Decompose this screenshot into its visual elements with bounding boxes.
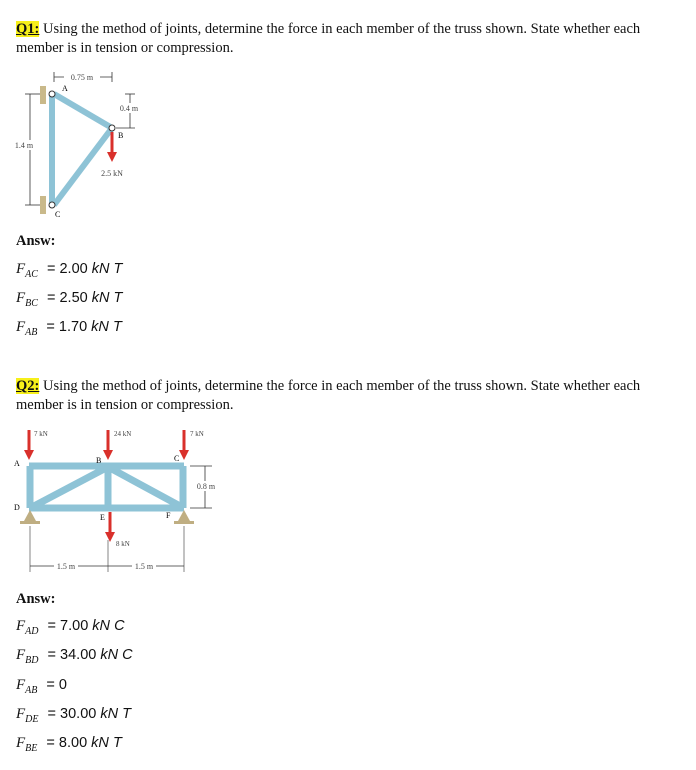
q2-support-f bbox=[178, 510, 190, 521]
q1-label: Q1: bbox=[16, 21, 40, 37]
q2-dim-left-span: 1.5 m bbox=[56, 562, 76, 571]
q2-node-a: A bbox=[14, 459, 20, 468]
q1-node-b: B bbox=[118, 131, 124, 140]
q1-dim-top: 0.75 m bbox=[70, 73, 94, 82]
q2-member-bd bbox=[34, 468, 106, 506]
q2-node-b: B bbox=[96, 456, 102, 465]
q2-node-c: C bbox=[174, 454, 180, 463]
q2-member-bf bbox=[110, 468, 180, 506]
q1-answer-line: $F_{BC} = 2.50$ kN T bbox=[16, 290, 123, 309]
q1-node-a: A bbox=[62, 84, 68, 93]
q2-node-f: F bbox=[166, 511, 171, 520]
q2-answer-line: $F_{BE} = 8.00$ kN T bbox=[16, 735, 122, 754]
q2-load-right: 7 kN bbox=[190, 430, 204, 438]
q2-node-e: E bbox=[100, 513, 105, 522]
q2-node-d: D bbox=[14, 503, 20, 512]
q2-load-bottom: 8 kN bbox=[116, 540, 130, 548]
q2-text: Using the method of joints, determine the force in each member of the truss shown. State whether each member is in tension or compression. bbox=[16, 378, 641, 413]
q2-answer-line: $F_{AB} = 0$ bbox=[16, 677, 67, 696]
q2-answer-line: $F_{BD} = 34.00$ kN C bbox=[16, 647, 133, 666]
q1-answer-line: $F_{AB} = 1.70$ kN T bbox=[16, 319, 122, 338]
q2-answer-line: $F_{AD} = 7.00$ kN C bbox=[16, 618, 125, 637]
q2-answer-line: $F_{DE} = 30.00$ kN T bbox=[16, 706, 131, 725]
q2-dim-right: 0.8 m bbox=[196, 482, 216, 491]
q1-text: Using the method of joints, determine the force in each member of the truss shown. State whether each member is in tension or compression. bbox=[16, 21, 641, 56]
q1-dim-right: 0.4 m bbox=[119, 104, 139, 113]
q2-load-mid: 24 kN bbox=[114, 430, 132, 438]
q1-answer-heading: Answ: bbox=[16, 233, 56, 249]
q1-load-label: 2.5 kN bbox=[101, 169, 123, 178]
q1-node-c: C bbox=[55, 210, 61, 219]
q2-label: Q2: bbox=[16, 378, 40, 394]
q2-support-d bbox=[24, 510, 36, 521]
q1-answer-line: $F_{AC} = 2.00$ kN T bbox=[16, 261, 123, 280]
q1-dim-left: 1.4 m bbox=[14, 141, 34, 150]
q2-load-left: 7 kN bbox=[34, 430, 48, 438]
q2-dim-right-span: 1.5 m bbox=[134, 562, 154, 571]
q2-answer-heading: Answ: bbox=[16, 591, 56, 607]
